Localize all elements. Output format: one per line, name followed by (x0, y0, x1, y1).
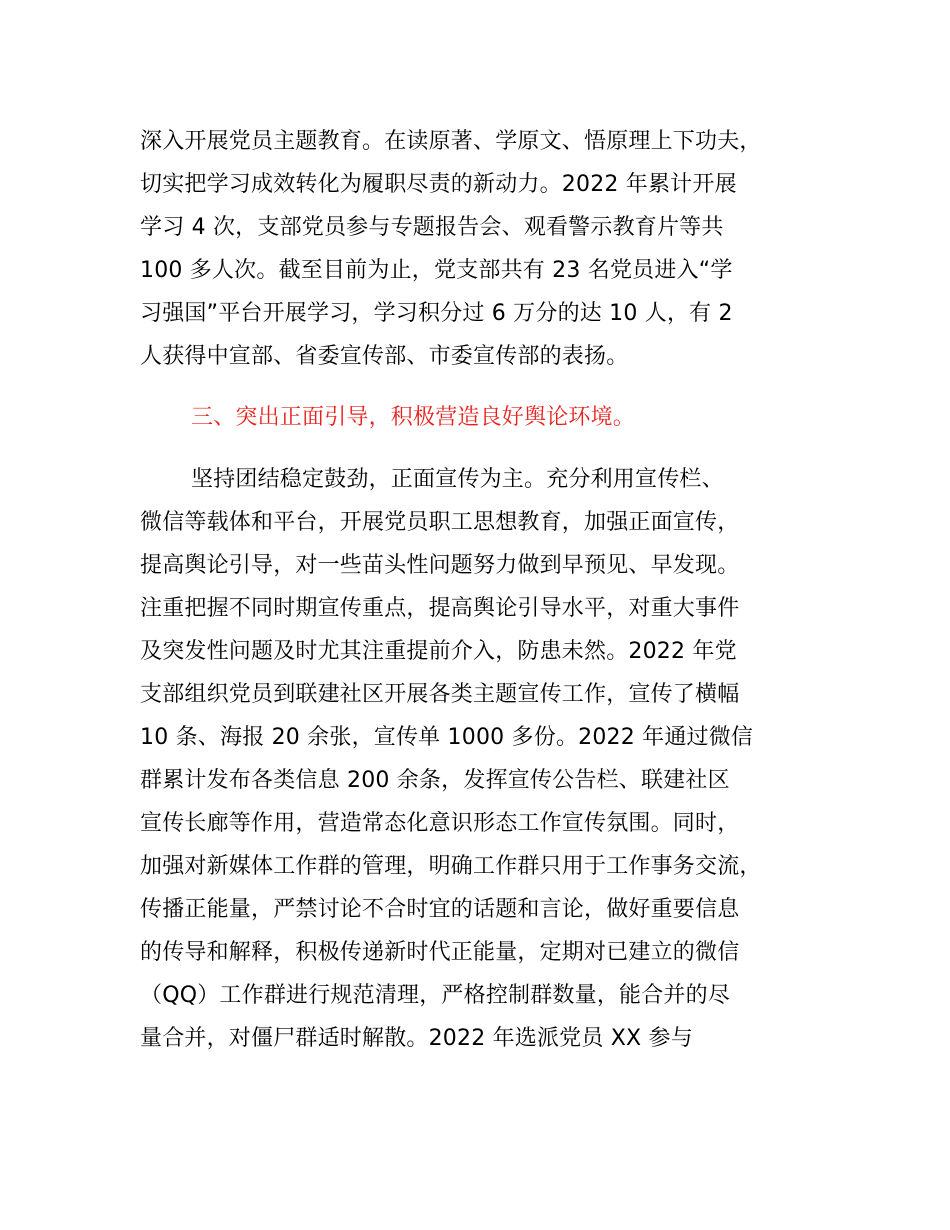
paragraph-2-line-3: 提高舆论引导，对一些苗头性问题努力做到早预见、早发现。 (140, 553, 740, 578)
section-heading: 三、突出正面引导，积极营造良好舆论环境。 (191, 405, 636, 430)
paragraph-2-line-8: 群累计发布各类信息 200 余条，发挥宣传公告栏、联建社区 (140, 768, 730, 793)
paragraph-1-line-3: 学习 4 次，支部党员参与专题报告会、观看警示教育片等共 (140, 215, 724, 240)
paragraph-2-line-11: 传播正能量，严禁讨论不合时宜的话题和言论，做好重要信息 (140, 897, 740, 922)
paragraph-1-line-5: 习强国”平台开展学习，学习积分过 6 万分的达 10 人，有 2 (140, 301, 733, 326)
paragraph-2-line-10: 加强对新媒体工作群的管理，明确工作群只用于工作事务交流， (140, 854, 762, 879)
paragraph-2-line-12: 的传导和解释，积极传递新时代正能量，定期对已建立的微信 (140, 940, 740, 965)
paragraph-2-line-13: （QQ）工作群进行规范清理，严格控制群数量，能合并的尽 (140, 983, 731, 1008)
paragraph-2-line-6: 支部组织党员到联建社区开展各类主题宣传工作，宣传了横幅 (140, 682, 740, 707)
paragraph-2-line-14: 量合并，对僵尸群适时解散。2022 年选派党员 XX 参与 (140, 1026, 693, 1051)
paragraph-1-line-1: 深入开展党员主题教育。在读原著、学原文、悟原理上下功夫， (140, 129, 762, 154)
paragraph-2-line-4: 注重把握不同时期宣传重点，提高舆论引导水平，对重大事件 (140, 596, 740, 621)
paragraph-2-line-5: 及突发性问题及时尤其注重提前介入，防患未然。2022 年党 (140, 639, 737, 664)
paragraph-1-line-2: 切实把学习成效转化为履职尽责的新动力。2022 年累计开展 (140, 172, 737, 197)
paragraph-2-line-7: 10 条、海报 20 余张，宣传单 1000 多份。2022 年通过微信 (140, 725, 754, 750)
paragraph-1-line-6: 人获得中宣部、省委宣传部、市委宣传部的表扬。 (140, 344, 629, 369)
paragraph-2-line-1: 坚持团结稳定鼓劲，正面宣传为主。充分利用宣传栏、 (191, 467, 724, 492)
paragraph-1-line-4: 100 多人次。截至目前为止，党支部共有 23 名党员进入“学 (140, 258, 733, 283)
paragraph-2-line-2: 微信等载体和平台，开展党员职工思想教育，加强正面宣传， (140, 510, 740, 535)
paragraph-2-line-9: 宣传长廊等作用，营造常态化意识形态工作宣传氛围。同时， (140, 811, 740, 836)
